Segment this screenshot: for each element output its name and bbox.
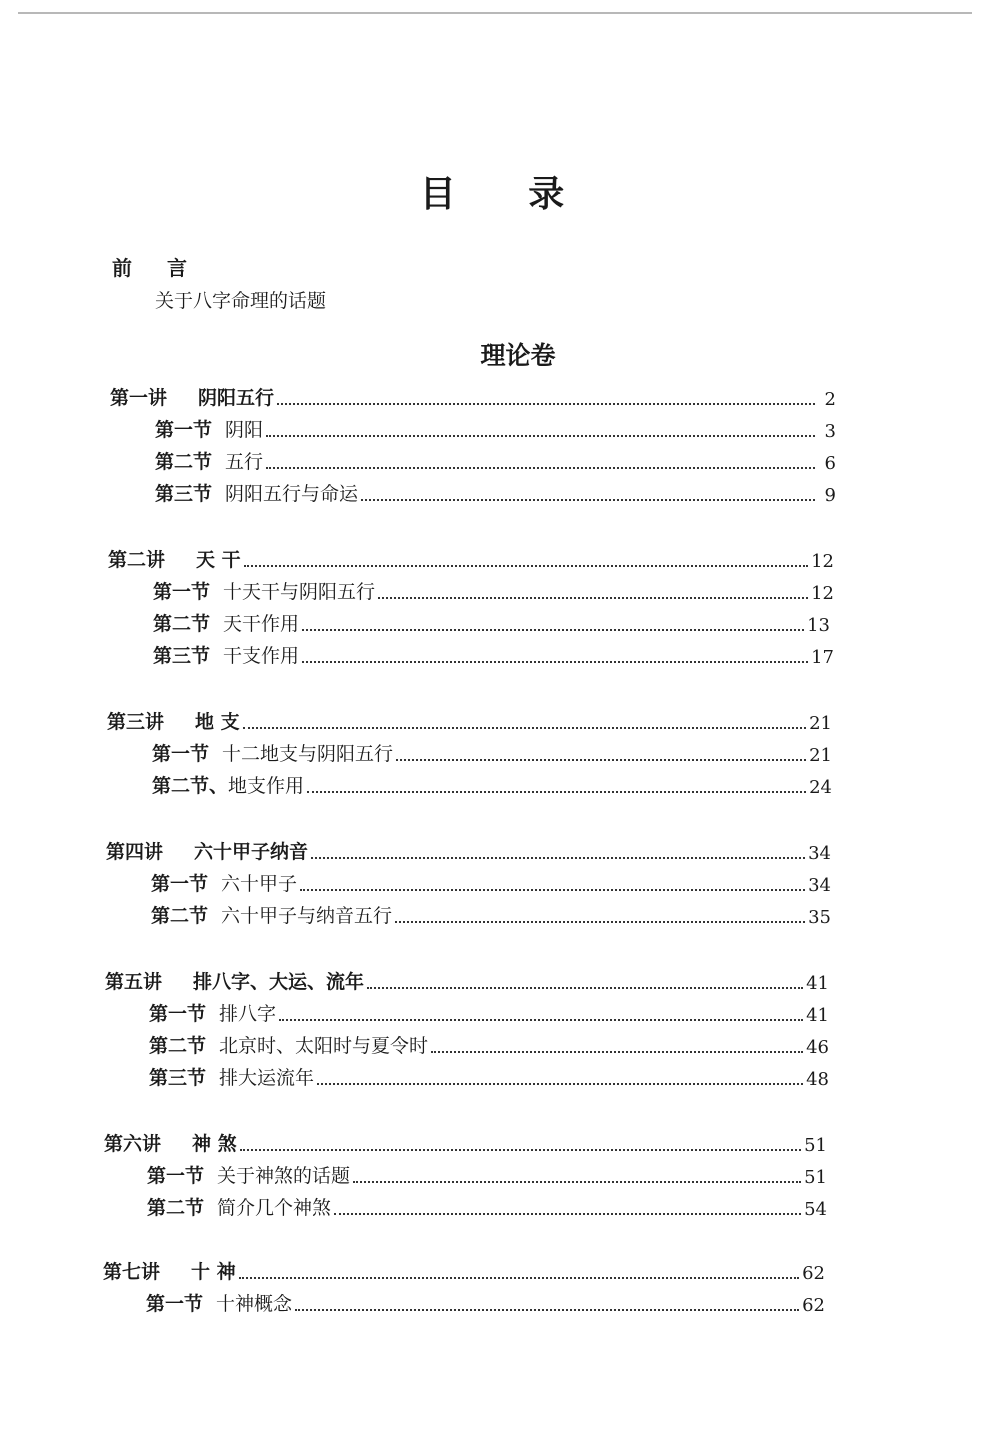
toc-entry-number: 第三讲 xyxy=(107,711,165,733)
toc-page-number: 46 xyxy=(806,1037,829,1058)
toc-entry-label xyxy=(153,577,375,604)
dot-leader xyxy=(307,791,806,793)
toc-entry-label xyxy=(151,901,392,928)
toc-page-number: 9 xyxy=(824,485,836,506)
dot-leader xyxy=(295,1309,799,1311)
toc-chapter-row xyxy=(107,708,832,734)
toc-entry-label xyxy=(155,415,263,442)
dot-leader xyxy=(311,857,805,859)
toc-entry-number: 第七讲 xyxy=(103,1261,161,1283)
toc-section-row xyxy=(146,1290,825,1316)
toc-entry-number: 第二节 xyxy=(149,1035,207,1057)
toc-entry-number: 第二节、 xyxy=(152,775,229,797)
toc-entry-number: 第四讲 xyxy=(106,841,164,863)
toc-page-number: 41 xyxy=(806,1005,829,1026)
toc-entry-title: 十二地支与阴阳五行 xyxy=(222,743,394,765)
toc-entry-title: 排八字 xyxy=(219,1003,277,1025)
toc-page-number: 51 xyxy=(804,1167,827,1188)
toc-page-number: 21 xyxy=(809,713,832,734)
toc-entry-label xyxy=(106,837,308,864)
toc-page-number: 51 xyxy=(804,1135,827,1156)
toc-entry-number: 第一节 xyxy=(149,1003,207,1025)
dot-leader xyxy=(431,1051,803,1053)
toc-chapter-row xyxy=(106,838,831,864)
toc-entry-label xyxy=(103,1257,236,1284)
dot-leader xyxy=(367,987,803,989)
toc-entry-label xyxy=(108,545,241,572)
toc-entry-title: 阴阳 xyxy=(225,419,264,441)
toc-section-row xyxy=(153,578,834,604)
toc-entry-label xyxy=(105,967,364,994)
toc-entry-title: 干支作用 xyxy=(223,645,300,667)
dot-leader xyxy=(395,921,805,923)
toc-section-row xyxy=(147,1162,827,1188)
toc-entry-title: 阴阳五行 xyxy=(198,387,275,409)
toc-entry-number: 第六讲 xyxy=(104,1133,162,1155)
toc-entry-title: 天干作用 xyxy=(223,613,300,635)
toc-entry-number: 第二节 xyxy=(155,451,213,473)
toc-entry-title: 十 神 xyxy=(191,1261,236,1283)
toc-section-row xyxy=(151,870,831,896)
toc-entry-title: 关于神煞的话题 xyxy=(217,1165,351,1187)
toc-entry-number: 第三节 xyxy=(149,1067,207,1089)
dot-leader xyxy=(302,629,804,631)
toc-page-number: 62 xyxy=(802,1263,825,1284)
toc-page-number: 62 xyxy=(802,1295,825,1316)
toc-entry-title: 十天干与阴阳五行 xyxy=(223,581,376,603)
toc-entry-title: 六十甲子纳音 xyxy=(194,841,309,863)
dot-leader xyxy=(334,1213,801,1215)
toc-page-number: 34 xyxy=(808,875,831,896)
toc-entry-number: 第一节 xyxy=(155,419,213,441)
toc-page-number: 24 xyxy=(809,777,832,798)
toc-section-row xyxy=(149,1032,829,1058)
dot-leader xyxy=(266,467,815,469)
toc-section-row xyxy=(153,642,834,668)
toc-entry-title: 天 干 xyxy=(196,549,241,571)
dot-leader xyxy=(300,889,805,891)
dot-leader xyxy=(243,727,806,729)
toc-page-number: 41 xyxy=(806,973,829,994)
dot-leader xyxy=(317,1083,803,1085)
toc-page-number: 48 xyxy=(806,1069,829,1090)
toc-chapter-row xyxy=(108,546,834,572)
dot-leader xyxy=(279,1019,803,1021)
toc-page-number: 17 xyxy=(811,647,834,668)
toc-section-row xyxy=(147,1194,827,1220)
toc-entry-number: 第一节 xyxy=(152,743,210,765)
toc-entry-title: 北京时、太阳时与夏令时 xyxy=(219,1035,429,1057)
toc-entry-label xyxy=(155,479,358,506)
dot-leader xyxy=(396,759,806,761)
toc-chapter-row xyxy=(103,1258,825,1284)
toc-section-row xyxy=(155,416,836,442)
toc-chapter-row xyxy=(110,384,836,410)
toc-entry-label xyxy=(104,1129,237,1156)
toc-section-row xyxy=(155,448,836,474)
preface-heading: 前 言 xyxy=(112,256,201,280)
toc-entry-title: 简介几个神煞 xyxy=(217,1197,332,1219)
toc-section-row xyxy=(153,610,830,636)
toc-entry-title: 地 支 xyxy=(195,711,240,733)
dot-leader xyxy=(302,661,808,663)
toc-chapter-row xyxy=(105,968,829,994)
toc-entry-title: 阴阳五行与命运 xyxy=(225,483,359,505)
dot-leader xyxy=(361,499,815,501)
preface-item: 关于八字命理的话题 xyxy=(155,290,327,312)
section-title: 理论卷 xyxy=(480,341,556,370)
toc-entry-label xyxy=(153,609,299,636)
toc-entry-label xyxy=(153,641,299,668)
dot-leader xyxy=(244,565,808,567)
page-title: 目 录 xyxy=(419,174,595,215)
toc-entry-title: 排八字、大运、流年 xyxy=(193,971,365,993)
toc-entry-label xyxy=(147,1193,331,1220)
toc-page-number: 6 xyxy=(824,453,836,474)
toc-entry-label xyxy=(149,1063,314,1090)
toc-page-number: 12 xyxy=(811,551,834,572)
toc-entry-label xyxy=(151,869,297,896)
toc-entry-number: 第五讲 xyxy=(105,971,163,993)
toc-entry-title: 十神概念 xyxy=(216,1293,293,1315)
toc-entry-label xyxy=(152,739,393,766)
toc-entry-number: 第一节 xyxy=(146,1293,204,1315)
toc-entry-title: 五行 xyxy=(225,451,264,473)
toc-entry-title: 地支作用 xyxy=(228,775,305,797)
toc-entry-title: 神 煞 xyxy=(192,1133,237,1155)
dot-leader xyxy=(353,1181,801,1183)
toc-section-row xyxy=(152,772,832,798)
toc-section-row xyxy=(149,1000,829,1026)
toc-page-number: 21 xyxy=(809,745,832,766)
dot-leader xyxy=(266,435,815,437)
toc-entry-title: 六十甲子与纳音五行 xyxy=(221,905,393,927)
dot-leader xyxy=(378,597,808,599)
dot-leader xyxy=(240,1149,801,1151)
toc-entry-number: 第二节 xyxy=(147,1197,205,1219)
dot-leader xyxy=(277,403,815,405)
toc-entry-label xyxy=(110,383,274,410)
toc-entry-number: 第一节 xyxy=(147,1165,205,1187)
toc-entry-label xyxy=(147,1161,350,1188)
toc-section-row xyxy=(155,480,836,506)
toc-entry-number: 第二节 xyxy=(153,613,211,635)
toc-entry-label xyxy=(107,707,240,734)
toc-section-row xyxy=(151,902,831,928)
toc-page-number: 12 xyxy=(811,583,834,604)
toc-entry-label xyxy=(149,999,276,1026)
toc-entry-number: 第三节 xyxy=(153,645,211,667)
toc-entry-number: 第一讲 xyxy=(110,387,168,409)
toc-entry-title: 六十甲子 xyxy=(221,873,298,895)
dot-leader xyxy=(239,1277,799,1279)
toc-entry-label xyxy=(155,447,263,474)
toc-entry-label xyxy=(152,771,304,798)
toc-page-number: 2 xyxy=(824,389,836,410)
toc-entry-number: 第二讲 xyxy=(108,549,166,571)
toc-section-row xyxy=(149,1064,829,1090)
toc-entry-label xyxy=(149,1031,428,1058)
toc-entry-number: 第二节 xyxy=(151,905,209,927)
toc-chapter-row xyxy=(104,1130,827,1156)
toc-page-number: 3 xyxy=(824,421,836,442)
toc-page-number: 35 xyxy=(808,907,831,928)
toc-entry-label xyxy=(146,1289,292,1316)
toc-page-number: 13 xyxy=(807,615,830,636)
toc-entry-title: 排大运流年 xyxy=(219,1067,315,1089)
toc-page-number: 54 xyxy=(804,1199,827,1220)
toc-entry-number: 第三节 xyxy=(155,483,213,505)
toc-page-number: 34 xyxy=(808,843,831,864)
toc-section-row xyxy=(152,740,832,766)
toc-entry-number: 第一节 xyxy=(153,581,211,603)
toc-entry-number: 第一节 xyxy=(151,873,209,895)
